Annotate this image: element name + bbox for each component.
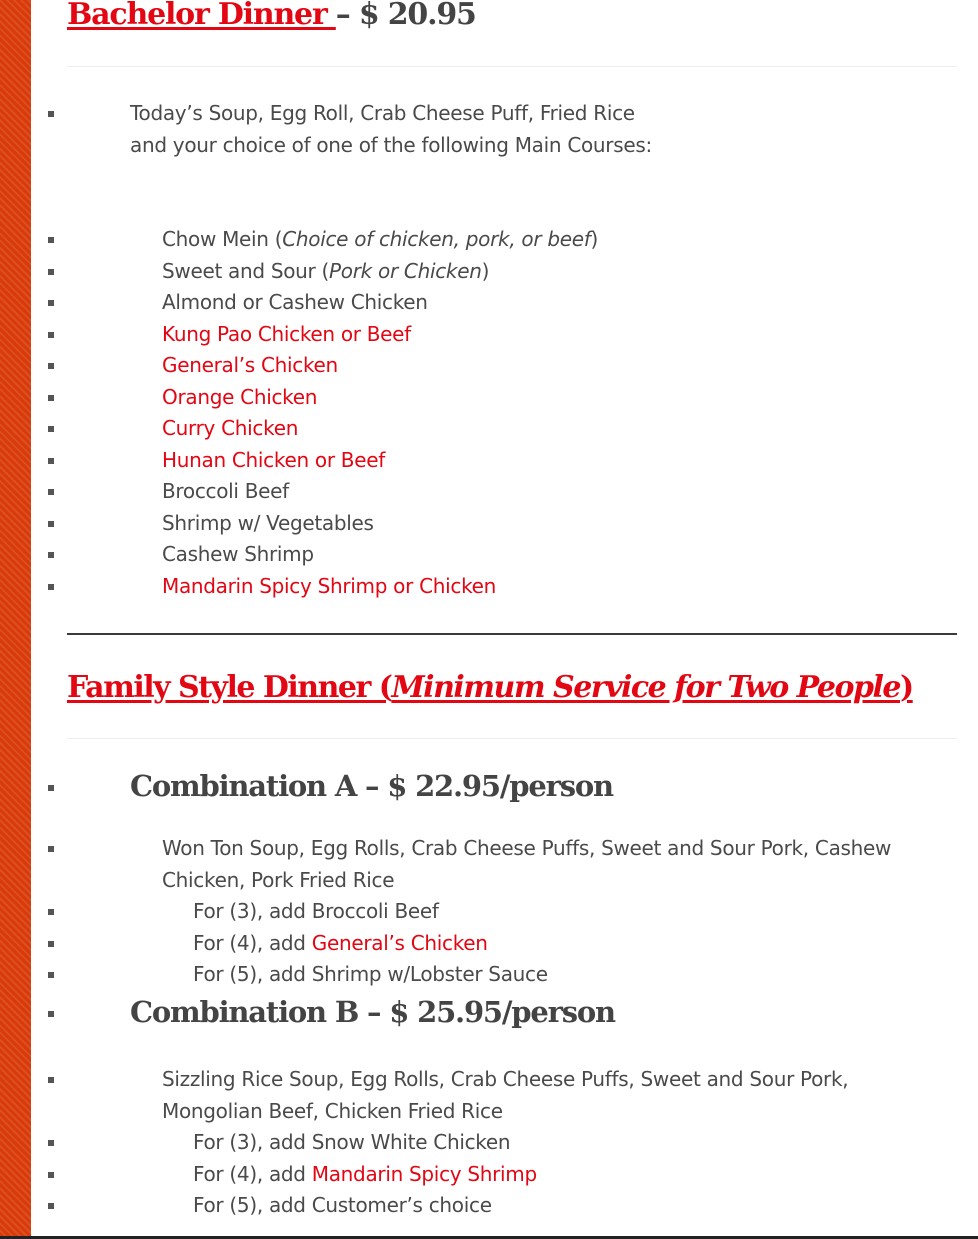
divider <box>67 738 957 739</box>
section-divider <box>67 633 957 635</box>
bachelor-dinner-heading <box>67 0 476 32</box>
combination-a <box>67 768 957 806</box>
list-item: Shrimp w/ Vegetables <box>67 508 957 540</box>
list-item <box>67 413 957 445</box>
divider <box>67 66 957 67</box>
decorative-side-stripe <box>0 0 31 1239</box>
family-dinner-link[interactable]: Family Style Dinner (Minimum Service for Two People) <box>67 670 913 705</box>
combination-b-items <box>67 1064 957 1222</box>
list-item: Won Ton Soup, Egg Rolls, Crab Cheese Puffs, Sweet and Sour Pork, Cashew Chicken, Pork Fried Rice <box>67 833 957 896</box>
list-item: Almond or Cashew Chicken <box>67 287 957 319</box>
list-item: Sweet and Sour (Pork or Chicken) <box>67 256 957 288</box>
family-dinner-heading <box>67 671 913 705</box>
spicy-item: Kung Pao Chicken or Beef <box>162 321 411 346</box>
list-item: For (4), add General’s Chicken <box>67 928 957 960</box>
spicy-item: Mandarin Spicy Shrimp <box>311 1161 537 1186</box>
list-item: For (5), add Shrimp w/Lobster Sauce <box>67 959 957 991</box>
list-item: For (4), add Mandarin Spicy Shrimp <box>67 1159 957 1191</box>
spicy-item: Hunan Chicken or Beef <box>162 447 385 472</box>
list-item: For (5), add Customer’s choice <box>67 1190 957 1222</box>
bachelor-dinner-link[interactable]: Bachelor Dinner <box>67 0 336 32</box>
list-item <box>67 350 957 382</box>
combination-b <box>67 994 957 1032</box>
intro-line-1: Today’s Soup, Egg Roll, Crab Cheese Puff, Fried Rice <box>130 101 635 125</box>
list-item <box>67 445 957 477</box>
list-item: Broccoli Beef <box>67 476 957 508</box>
list-item: For (3), add Snow White Chicken <box>67 1127 957 1159</box>
spicy-item: General’s Chicken <box>162 353 338 377</box>
spicy-item: General’s Chicken <box>311 930 488 955</box>
combination-b-heading: Combination B – $ 25.95/person <box>67 994 957 1032</box>
spicy-item: Orange Chicken <box>162 384 318 409</box>
bachelor-intro-list <box>67 98 957 161</box>
bachelor-dinner-price: – $ 20.95 <box>335 0 476 32</box>
spicy-item: Mandarin Spicy Shrimp or Chicken <box>162 573 497 598</box>
list-item: Sizzling Rice Soup, Egg Rolls, Crab Cheese Puffs, Sweet and Sour Pork, Mongolian Beef, Chicken Fried Rice <box>67 1064 957 1127</box>
list-item <box>67 319 957 351</box>
spicy-item: Curry Chicken <box>162 416 299 440</box>
list-item: Chow Mein (Choice of chicken, pork, or beef) <box>67 224 957 256</box>
list-item: Cashew Shrimp <box>67 539 957 571</box>
intro-line-2: and your choice of one of the following Main Courses: <box>130 132 652 157</box>
combination-a-heading: Combination A – $ 22.95/person <box>67 768 957 806</box>
list-item: For (3), add Broccoli Beef <box>67 896 957 928</box>
main-courses-list <box>67 224 957 602</box>
list-item <box>67 382 957 414</box>
bachelor-intro <box>67 98 957 161</box>
combination-a-items <box>67 833 957 991</box>
list-item <box>67 571 957 603</box>
